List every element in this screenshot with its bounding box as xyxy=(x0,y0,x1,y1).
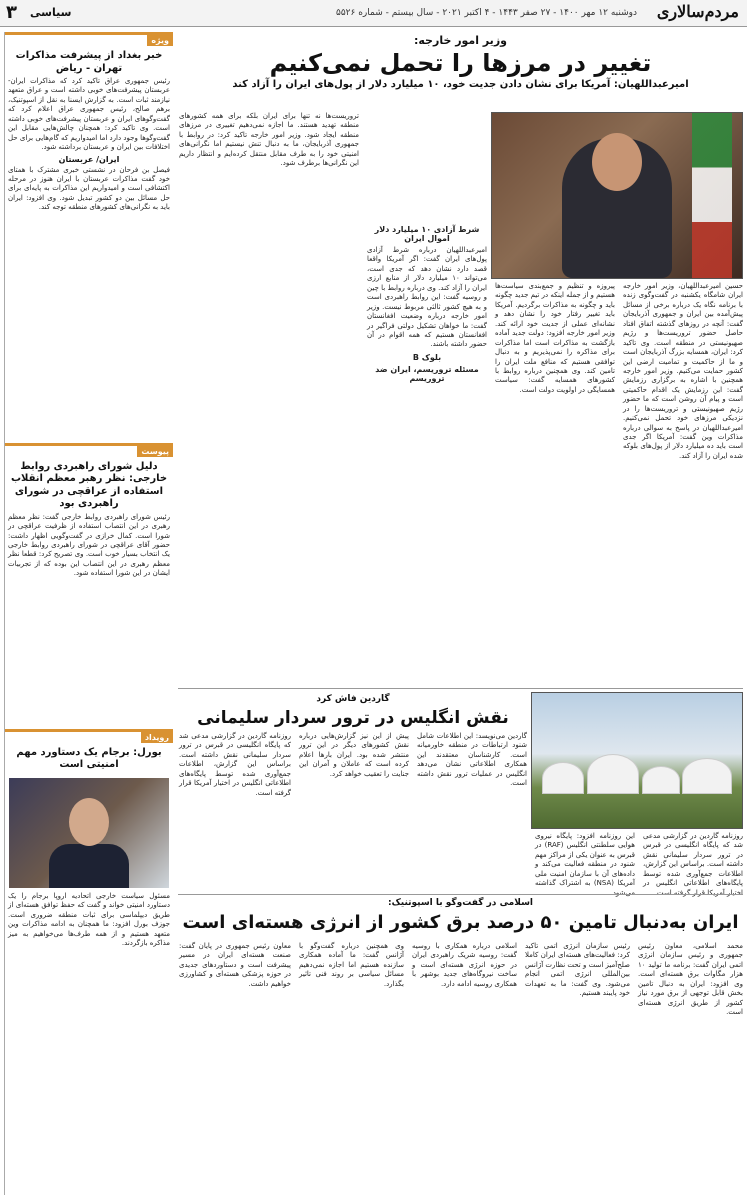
box-title: شرط آزادی ۱۰ میلیارد دلار اموال ایران xyxy=(374,225,480,243)
lead-column-2: پیروزه و تنظیم و جمع‌بندی سیاست‌ها هستیم و از جمله اینکه در تیم جدید چگونه باید و چگونه به مذاکرات برگردیم. آمریکا باید تغییر رفتار خود را نشان دهد و نشانه‌ای عملی از جدیت خود ارائه کند. وزیر امور خارجه افزود: دولت جدید آماده بازگشت به مذاکرات است اما مذاکرات برای مذاکره را نمی‌پذیریم و به دنبال توافقی هستیم که منافع ملت ایران را تامین کند. وی همچنین درباره روابط با کشورهای همسایه گفت: سیاست همسایگی در اولویت دولت است. xyxy=(495,282,615,394)
sidebar-subhead: ایران/ عربستان xyxy=(58,154,120,164)
story3-column-2: رئیس سازمان انرژی اتمی تاکید کرد: فعالیت‌های هسته‌ای ایران کاملا صلح‌آمیز است و تحت نظارت آژانس بین‌المللی انرژی اتمی انجام می‌شود. وی گفت: ما به تعهدات خود پایبند هستیم. xyxy=(525,942,630,998)
story2-column-3: گاردین می‌نویسد: این اطلاعات شامل شنود ارتباطات در منطقه خاورمیانه است. کارشناسان معتقدند این همکاری اطلاعاتی نشان می‌دهد انگلیس در عملیات ترور نقش داشته است. xyxy=(417,732,527,788)
main-content xyxy=(178,32,743,1195)
story3-column-4: وی همچنین درباره گفت‌وگو با آژانس گفت: ما آماده همکاری سازنده هستیم اما اجازه نمی‌دهیم مسائل سیاسی بر روند فنی تاثیر بگذارد. xyxy=(299,942,404,988)
sidebar-text: رئیس جمهوری عراق تاکید کرد که مذاکرات ایران- عربستان پیشرفت‌های خوبی داشته است و عراق متعهد نیازمند ثبات است. به گزارش ایسنا به نقل از اسپوتنیک، برهم صالح، رئیس جمهوری عراق اعلام کرد که گفت‌وگوهای ایران و عربستان پیشرفت‌های خوبی داشته است. وی تاکید کرد: همچنان چالش‌هایی مقابل این گفت‌وگوها وجود دارد اما امیدواریم که گام‌هایی برای حل اختلافات بین ایران و عربستان برداشته شود. xyxy=(8,77,170,152)
lead-column-1: حسین امیرعبداللهیان، وزیر امور خارجه ایران شامگاه یکشنبه در گفت‌وگوی زنده با برنامه نگاه یک درباره برخی از مسائل پیش‌آمده بین ایران و جمهوری آذربایجان گفت: آنچه در روزهای گذشته اتفاق افتاد حاصل حضور تروریست‌ها و رژیم صهیونیستی در منطقه است. وی تاکید کرد: ایران، همسایه بزرگ آذربایجان است و ما از حاکمیت و تمامیت ارضی این کشور حمایت می‌کنیم. وزیر امور خارجه همچنین با اشاره به برگزاری رزمایش گفت: این رزمایش یک اقدام حاکمیتی است و پیام آن روشن است که ما حضور رژیم صهیونیستی و تروریست‌ها را در نزدیکی مرزهای خود تحمل نمی‌کنیم. امیرعبداللهیان در پاسخ به سوالی درباره مذاکرات وین گفت: آمریکا اگر جدی است باید ده میلیارد دلار از پول‌های بلوکه شده ایران را آزاد کند. xyxy=(623,282,743,460)
sidebar-text: مسئول سیاست خارجی اتحادیه اروپا برجام را یک دستاورد امنیتی خواند و گفت که حفظ توافق هسته‌ای از طریق دیپلماسی برای ثبات منطقه ضروری است. جوزف بورل افزود: ما همچنان به ادامه مذاکرات وین متعهد هستیم و از همه طرف‌ها می‌خواهیم به میز مذاکره بازگردند. xyxy=(8,891,170,947)
paper-name: مردم‌سالاری xyxy=(656,2,739,21)
section-label: سیاسی xyxy=(30,6,72,19)
sidebar-headline: بورل: برجام یک دستاورد مهم امنیتی است xyxy=(16,746,162,771)
story2-kicker: گاردین فاش کرد xyxy=(316,694,390,704)
sidebar-block-1 xyxy=(5,32,173,213)
story3-kicker: اسلامی در گفت‌وگو با اسپوتنیک: xyxy=(387,898,534,908)
box-title-2: بلوک B xyxy=(412,352,442,362)
lead-kicker: وزیر امور خارجه: xyxy=(413,34,507,47)
borrell-photo xyxy=(9,778,169,888)
box-title-3: مسئله تروریسم، ایران ضد تروریسم xyxy=(375,364,479,383)
story3-column-5: معاون رئیس جمهوری در پایان گفت: صنعت هسته‌ای ایران در مسیر پیشرفت است و دستاوردهای جدیدی در حوزه پزشکی هسته‌ای و کشاورزی خواهیم داشت. xyxy=(179,942,291,988)
issue-line: دوشنبه ۱۲ مهر ۱۴۰۰ - ۲۷ صفر ۱۴۴۳ - ۴ اکتبر ۲۰۲۱ - سال بیستم - شماره ۵۵۲۶ xyxy=(335,8,637,18)
minister-photo xyxy=(491,112,743,279)
left-sidebar xyxy=(4,32,173,1195)
page-header xyxy=(0,0,747,27)
story2-column-1: روزنامه گاردین در گزارشی مدعی شد که پایگاه انگلیسی در قبرس در ترور سردار سلیمانی نقش داشته است. براساس این گزارش، اطلاعات جمع‌آوری شده توسط پایگاه‌های اطلاعاتی انگلیس در اختیار آمریکا قرار گرفته است. xyxy=(643,832,743,897)
sidebar-block-3 xyxy=(5,729,173,949)
story3-headline: ایران به‌دنبال تامین ۵۰ درصد برق کشور از انرژی هسته‌ای است xyxy=(182,912,739,933)
radar-base-photo xyxy=(531,692,743,829)
page-number: ۳ xyxy=(6,2,17,23)
sidebar-block-2 xyxy=(5,443,173,579)
story2-column-2: این روزنامه افزود: پایگاه نیروی هوایی سلطنتی انگلیس (RAF) در قبرس به عنوان یکی از مراکز مهم شنود در منطقه فعالیت می‌کند و داده‌های آن با سازمان امنیت ملی آمریکا (NSA) به اشتراک گذاشته می‌شود. xyxy=(535,832,635,897)
sidebar-text: رئیس شورای راهبردی روابط خارجی گفت: نظر معظم رهبری در این انتصاب استفاده از ظرفیت عراقچی در شورا است. کمال خرازی در گفت‌وگویی اظهار داشت: حضور آقای عراقچی در شورای راهبردی روابط خارجی یک انتخاب بسیار خوب است. وی تصریح کرد: قطعا نظر معظم رهبری در این انتصاب این بوده که از تجربیات ایشان در این شورا استفاده شود. xyxy=(8,512,170,578)
story3-column-1: محمد اسلامی، معاون رئیس جمهوری و رئیس سازمان انرژی اتمی ایران گفت: برنامه ما تولید ۱۰ هزار مگاوات برق هسته‌ای است. وی افزود: ایران به دنبال تامین بخش قابل توجهی از برق مورد نیاز کشور از طریق انرژی هسته‌ای است. xyxy=(638,942,743,1017)
story3-column-3: اسلامی درباره همکاری با روسیه گفت: روسیه شریک راهبردی ایران در حوزه انرژی هسته‌ای است و ساخت نیروگاه‌های جدید بوشهر با همکاری روسیه ادامه دارد. xyxy=(412,942,517,988)
section-tag: پیوست xyxy=(137,446,173,457)
section-tag: ویژه xyxy=(147,35,173,46)
sidebar-headline: دلیل شورای راهبردی روابط خارجی: نظر رهبر معظم انقلاب استفاده از عراقچی در شورای راهبردی بود xyxy=(10,460,168,510)
lead-column-3: شرط آزادی ۱۰ میلیارد دلار اموال ایران امیرعبداللهیان درباره شرط آزادی پول‌های ایران گفت: اگر آمریکا واقعا قصد دارد نشان دهد که جدی است، می‌تواند ۱۰ میلیارد دلار از منابع ارزی ایران را آزاد کند. وی درباره روابط با چین و روسیه گفت: این روابط راهبردی است و به هیچ کشور ثالثی مربوط نیست. وزیر امور خارجه درباره وضعیت افغانستان گفت: ما خواهان تشکیل دولتی فراگیر در افغانستان هستیم که همه اقوام در آن حضور داشته باشند. بلوک B مسئله تروریسم، ایران ضد تروریسم xyxy=(367,225,487,383)
sidebar-headline: خبر بغداد از پیشرفت مذاکرات تهران - ریاض xyxy=(15,50,163,74)
story2-column-4: پیش از این نیز گزارش‌هایی درباره نقش کشورهای دیگر در این ترور منتشر شده بود. ایران بارها اعلام کرده است که عاملان و آمران این جنایت را تعقیب خواهد کرد. xyxy=(299,732,409,778)
story2-column-5: روزنامه گاردین در گزارشی مدعی شد که پایگاه انگلیسی در قبرس در ترور سردار سلیمانی نقش داشته است. براساس این گزارش، اطلاعات جمع‌آوری شده توسط پایگاه‌های اطلاعاتی انگلیس در اختیار آمریکا قرار گرفته است. xyxy=(179,732,291,797)
lead-subhead: امیرعبداللهیان: آمریکا برای نشان دادن جدیت خود، ۱۰ میلیارد دلار از پول‌های ایران را آزاد کند xyxy=(232,79,689,90)
lead-column-4: تروریست‌ها نه تنها برای ایران بلکه برای همه کشورهای منطقه تهدید هستند. ما اجازه نمی‌دهیم تغییری در مرزهای منطقه ایجاد شود. وزیر امور خارجه تاکید کرد: در روابط با جمهوری آذربایجان، ما به دنبال تنش نیستیم اما نگرانی‌های امنیتی خود را به طرف مقابل منتقل کرده‌ایم و انتظار داریم این نگرانی‌ها برطرف شود. xyxy=(179,112,359,168)
lead-headline: تغییر در مرزها را تحمل نمی‌کنیم xyxy=(269,49,652,77)
story2-headline: نقش انگلیس در ترور سردار سلیمانی xyxy=(197,708,509,728)
section-tag: رویداد xyxy=(141,732,173,743)
flag-graphic xyxy=(692,113,732,278)
sidebar-text: فیصل بن فرحان در نشستی خبری مشترک با همتای خود گفت مذاکرات عربستان با ایران هنوز در مرحله اکتشافی است و امیدواریم این مذاکرات به پایه‌ای برای حل مسائل بین دو کشور تبدیل شود. وی افزود: ایران باید به نگرانی‌های کشورهای منطقه توجه کند. xyxy=(8,165,170,212)
